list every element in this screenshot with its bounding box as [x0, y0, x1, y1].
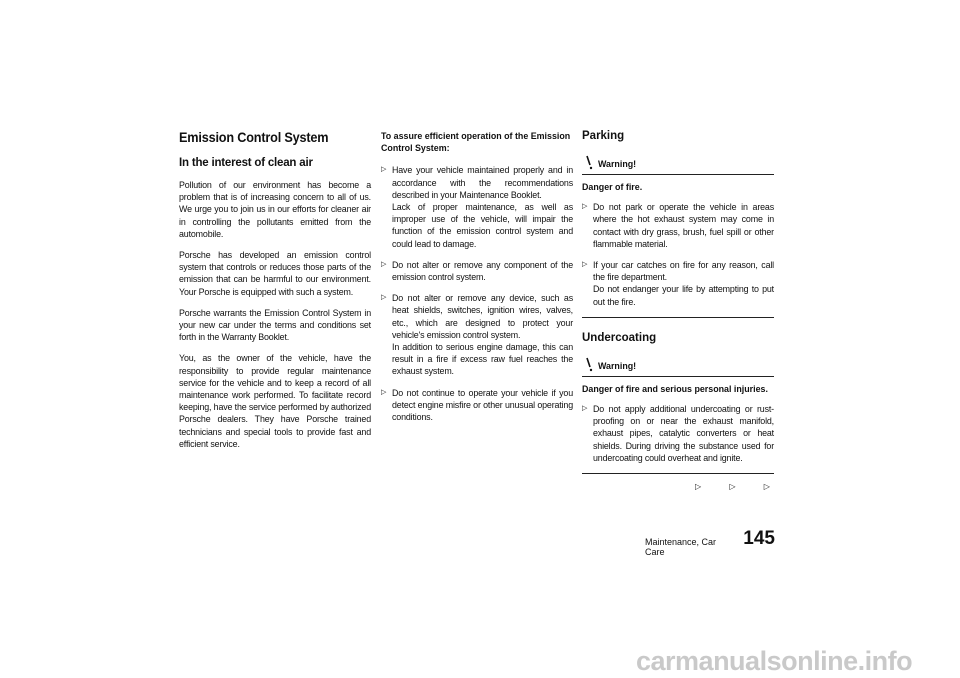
page-number: 145: [743, 528, 775, 549]
warning-header: [582, 356, 774, 377]
bullet-text: Do not park or operate the vehicle in areas where the hot exhaust system may come in contact with dry grass, brush, fuel spill or other flammable material.: [593, 202, 774, 249]
bullet-text: Do not alter or remove any component of the emission control system.: [392, 259, 573, 283]
list-item: [582, 259, 774, 308]
bullet-text: Lack of proper maintenance, as well as improper use of the vehicle, will impair the function of the emission control system and could lead to damage.: [392, 202, 573, 249]
column-parking-undercoating: [582, 130, 774, 488]
paragraph: You, as the owner of the vehicle, have the responsibility to provide regular maintenance service for the vehicle and to keep a record of all maintenance work performed. To facilitate record keeping, have the service performed by authorized Porsche dealers. They have Porsche trained technicians and special tools to provide fast and efficient service.: [179, 353, 371, 449]
intro-text: To assure efficient operation of the Emission Control System:: [381, 131, 571, 154]
divider: [582, 317, 774, 318]
bullet-text: Do not endanger your life by attempting to put out the fire.: [593, 284, 774, 307]
bullet-triangle-icon: ▷: [582, 203, 588, 211]
bullet-text: If your car catches on fire for any reason, call the fire department.: [593, 260, 774, 283]
section-title-emission-control: Emission Control System: [179, 130, 329, 145]
list-item: [381, 259, 573, 283]
bullet-text: Do not apply additional undercoating or rust-proofing on or near the exhaust manifold, exhaust pipes, catalytic converters or heat shields. During driving the substance used for undercoating could overheat and ignite.: [593, 404, 774, 463]
section-title-undercoating: Undercoating: [582, 331, 657, 344]
bullet-triangle-icon: ▷: [381, 166, 387, 174]
paragraph: Porsche warrants the Emission Control System in your new car under the terms and conditions set forth in the Warranty Booklet.: [179, 307, 371, 343]
warning-header: [582, 154, 774, 175]
warning-title: Danger of fire.: [582, 182, 643, 192]
list-item: [582, 403, 774, 464]
bullet-text: Do not alter or remove any device, such as heat shields, switches, ignition wires, valves, etc., which are designed to protect your vehicle's emission control system.: [392, 293, 573, 340]
continue-arrows-icon: ▷ ▷ ▷: [695, 482, 783, 491]
column-efficient-operation: [381, 130, 573, 432]
warning-label: Warning!: [598, 159, 637, 169]
column-emission-control: [179, 130, 371, 459]
warning-title: Danger of fire and serious personal injuries.: [582, 383, 768, 394]
bullet-text: In addition to serious engine damage, this can result in a fire if excess raw fuel reaches the exhaust system.: [392, 342, 573, 377]
list-item: [582, 201, 774, 250]
bullet-triangle-icon: ▷: [381, 294, 387, 302]
footer-section-name: Maintenance, Car Care: [645, 537, 717, 557]
bullet-triangle-icon: ▷: [582, 261, 588, 269]
list-item: [381, 387, 573, 424]
bullet-text: Do not continue to operate your vehicle if you detect engine misfire or other unusual operating conditions.: [392, 387, 573, 423]
bullet-triangle-icon: ▷: [582, 405, 588, 413]
list-item: [381, 292, 573, 377]
warning-exclamation-icon: [585, 154, 596, 170]
bullet-triangle-icon: ▷: [381, 260, 387, 268]
divider: [582, 473, 774, 474]
bullet-text: Have your vehicle maintained properly and in accordance with the recommendations described in your Maintenance Booklet.: [392, 165, 573, 200]
watermark: carmanualsonline.info: [636, 646, 913, 676]
paragraph: Pollution of our environment has become a problem that is of increasing concern to all of us. We urge you to join us in our efforts for cleaner air in controlling the pollutants emitted from the automobile.: [179, 180, 371, 239]
warning-label: Warning!: [598, 360, 637, 371]
subtitle-clean-air: In the interest of clean air: [179, 157, 313, 169]
bullet-triangle-icon: ▷: [381, 388, 387, 396]
list-item: [381, 164, 573, 249]
section-title-parking: Parking: [582, 130, 625, 142]
warning-exclamation-icon: [585, 356, 596, 372]
paragraph: Porsche has developed an emission control system that controls or reduces those parts of the emission that can be harmful to our environment. Your Porsche is equipped with such a system.: [179, 250, 371, 297]
page-footer: [645, 528, 775, 557]
